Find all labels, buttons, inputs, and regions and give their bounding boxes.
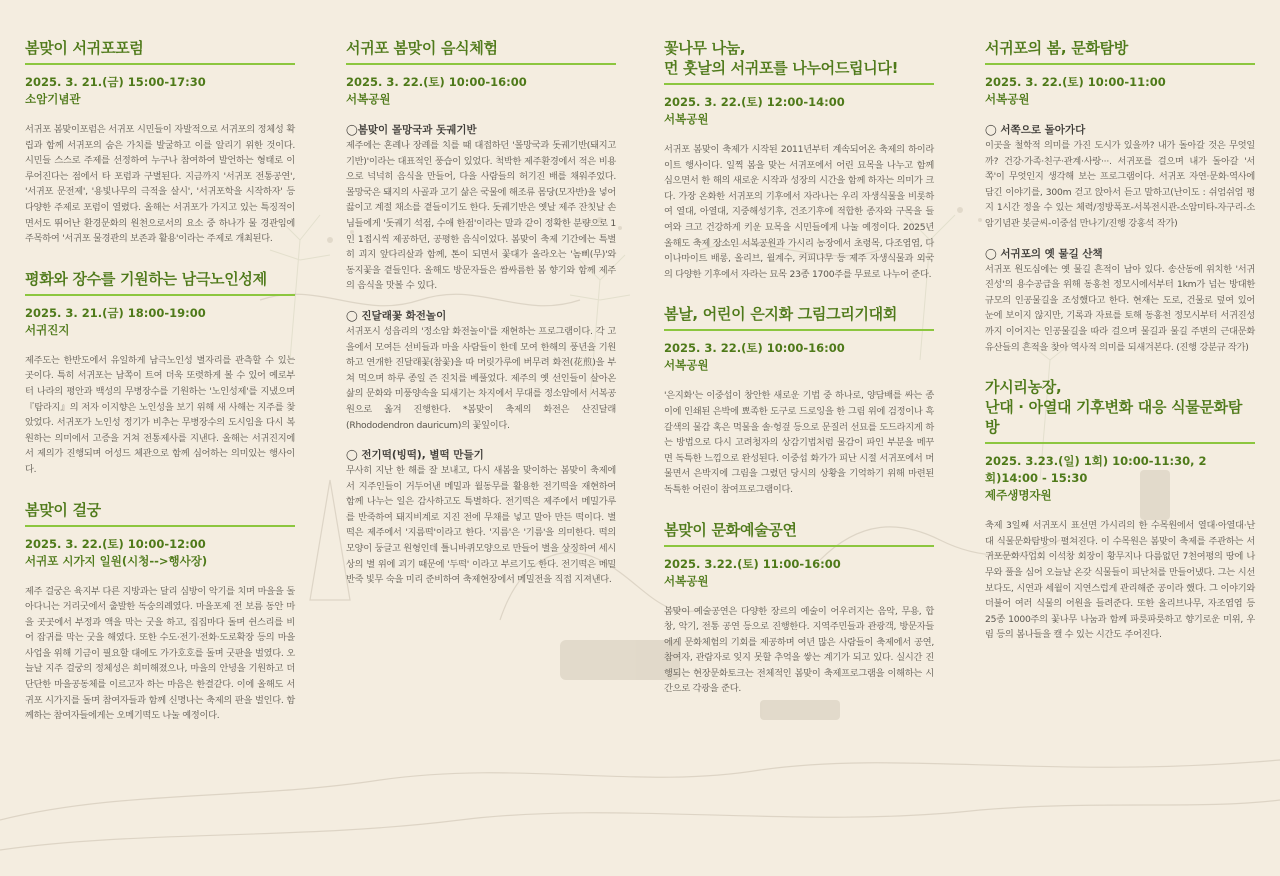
section-title: 봄맞이 서귀포포럼	[25, 38, 295, 65]
event-place: 서복공원	[985, 92, 1030, 106]
section-canopus-rite	[25, 269, 295, 478]
sub-program-title: ◯ 전기떡(빙떡), 별떡 만들기	[346, 449, 484, 462]
event-date: 2025. 3. 22.(토) 10:00-11:00	[985, 75, 1166, 89]
sub-program-description: 이곳을 철학적 의미를 가진 도시가 있을까? 내가 돌아갈 것은 무엇일까? 건강·가족·친구·관계·사랑···. 서귀포를 걸으며 내가 돌아갈 '서쪽'이 무엇인지 생각해 보는 프로그램이다. 서귀포 자연·문화·역사에 담긴 이야기를, 300m 걷고 앉아서 듣고 말하고(난이도 : 쉬엄쉬엄 평지 1시간 정을 수 있는 체력/정방폭포-서복전시관-소암미타-자구리-소암기념관 봇글씨-이중섭 만나기/진행 강홍석 작가)	[985, 140, 1255, 229]
column-2	[346, 38, 616, 588]
event-date: 2025. 3. 22.(토) 10:00-16:00	[664, 341, 845, 356]
section-food-experience	[346, 38, 616, 588]
sub-program-description: 서귀포 원도심에는 옛 물길 흔적이 남아 있다. 송산동에 위치한 '서귀진성'의 용수공급을 위해 동홍천 정모시에서부터 1km가 넘는 방대한 규모의 인공물길을 조성했다고 한다. 현재는 도로, 건물로 덮여 있어 눈에 보이지 않지만, 기록과 자료를 토해 동홍천 정모시부터 서귀진성까지 이어지는 인공물길을 따라 걸으며 물길과 물길 주변의 근대문화유산들의 흔적을 찾아 역사적 의미를 되새겨본다. (진행 강분규 작가)	[985, 263, 1255, 353]
event-place: 제주생명자원	[985, 488, 1052, 503]
sub-program-title: ◯봄맞이 몰망국과 돗궤기반	[346, 124, 477, 136]
event-description: 서귀포 봄맞이 축제가 시작된 2011년부터 계속되어온 축제의 하이라이트 행사이다. 일찍 봄을 맞는 서귀포에서 어린 묘목을 나누고 함께 심으면서 한 해의 새로운 시작과 성장의 시간을 함께 하자는 의미가 크다. 가장 온화한 서귀포의 기후에서 자라나는 우리 자생식물을 비롯하여 열대, 아열대, 지중해성기후, 건조기후에 적합한 종자와 구목을 들여와 크고 건강하게 키운 묘목을 시민들에게 나눌 예정이다. 2025년 올해도 축제 장소인 서복공원과 가시리 농장에서 초령목, 다조엽엽, 다이나마이트 배롱, 올리브, 월계수, 커피나무 등 제주 자생식물과 외국의 다양한 기후에서 자라는 묘목 23종 1700주를 무료로 나누어 준다.	[664, 144, 934, 280]
section-title: 가시리농장, 난대 · 아열대 기후변화 대응 식물문화탐방	[985, 377, 1255, 444]
section-title: 서귀포 봄맞이 음식체험	[346, 38, 616, 65]
sub-program-title: ◯ 서귀포의 옛 물길 산책	[985, 247, 1103, 260]
column-1	[25, 38, 295, 724]
event-description: 제주도는 한반도에서 유일하게 남극노인성 별자리를 관측할 수 있는 곳이다. 특히 서귀포는 남쪽이 트여 더욱 또렷하게 볼 수 있어 예로부터 나라의 평안과 백성의 무병장수를 기원하는 '노인성제'를 지냈으며 『탐라지』의 저자 이지향은 노인성을 보기 위해 새 사해는 지주를 찾았었다. 서귀포가 노인성 정기가 비추는 무병장수의 도시임을 다시 복원하는 의미에서 고증을 거쳐 전통제사를 지낸다. 올해는 서귀진지에서 제의가 진행되며 어성드 체관으로 함께 심어하는 의미있는 행사이다.	[25, 354, 295, 475]
event-date: 2025. 3.22.(토) 11:00-16:00	[664, 556, 841, 571]
column-4	[985, 38, 1255, 643]
section-drawing-contest	[664, 304, 934, 497]
section-title: 봄맞이 문화예술공연	[664, 520, 934, 547]
event-description: '은지화'는 이중섭이 창안한 새로운 기법 중 하나로, 양담배를 싸는 종이에 인쇄된 은박에 뾰족한 도구로 드로잉을 한 그림 위에 검정이나 흑갈색의 물감 혹은 먹물을 솔·헝겊 등으로 문질러 선묘를 도드라지게 하는 방법으로 다시 고려청자의 상감기법처럼 물감이 파인 부분을 메꾸면 독특한 느낌으로 완성된다. 이중섭 화가가 피난 시절 서귀포에서 머물면서 은박지에 그림을 그렸던 당시의 상황을 기억하기 위해 마련된 독특한 어린이 참여프로그램이다.	[664, 390, 934, 495]
event-place: 서복공원	[346, 92, 391, 106]
section-spring-forum	[25, 38, 295, 247]
event-place: 서복공원	[664, 358, 709, 373]
section-gasiri-farm	[985, 377, 1255, 643]
sub-program-description: 서귀포시 성읍리의 '정소암 화전놀이'를 재현하는 프로그램이다. 각 고을에서 모여든 선비들과 마을 사람들이 한데 모여 한해의 풍년을 기원하고 연개한 진달래꽃(참꽃)을 따 머릿가루에 버무려 화전(花煎)을 부쳐 먹으며 하루 종일 즌 진치를 베풀었다. 제주의 옛 선인들이 살아온 삶의 문화와 미풍양속을 되새기는 차지에서 무대를 정소암에서 서복공원으로 옮겨 진행한다. *봄맞이 축제의 화전은 산진달래(Rhododendron dauricum)의 꽃잎이다.	[346, 325, 616, 431]
event-place: 서복공원	[664, 112, 709, 126]
event-place: 서복공원	[664, 573, 709, 588]
event-date: 2025. 3. 22.(토) 10:00-12:00	[25, 536, 206, 551]
event-place: 서귀포 시가지 일원(시청-->행사장)	[25, 553, 208, 568]
sub-program-title: ◯ 서쪽으로 돌아가다	[985, 124, 1086, 136]
column-3	[664, 38, 934, 697]
event-description: 제주 걸궁은 육지부 다른 지방과는 달리 심방이 악기를 치며 마을을 돌아다니는 거리굿에서 출발한 독숭의례였다. 마을포제 전 보름 동안 마을 곳곳에서 부정과 액을 막는 굿을 하고, 집집마다 돌며 쉰스리를 비어 잡귀를 막는 굿을 해였다. 또한 수도·전기·전화·도로확장 등의 마을사업을 위해 기금이 필요할 대에도 가가호호를 돌며 굿판을 벌였다. 오늘날 지주 걸궁의 정체성은 희미해졌으나, 마을의 안녕을 기원하고 더 단단한 마을공동체를 이르고자 하는 마음은 한결같다. 이에 올해도 서귀포 시가지를 돌며 참여자들과 함께 신명나는 축제의 판을 벌인다. 함께하는 참여자들에게는 오메기떡도 나눌 예정이다.	[25, 585, 295, 722]
event-date: 2025. 3. 22.(토) 10:00-16:00	[346, 75, 527, 89]
event-date: 2025. 3. 22.(토) 12:00-14:00	[664, 95, 845, 109]
event-date: 2025. 3.23.(일) 1회) 10:00-11:30, 2회)14:00 - 15:30	[985, 454, 1207, 486]
event-date: 2025. 3. 21.(금) 18:00-19:00	[25, 305, 206, 320]
event-place: 서귀진지	[25, 322, 70, 337]
sub-program-description: 무사히 지난 한 해를 잘 보내고, 다시 새봄을 맞이하는 봄맞이 축제에서 지주인들이 거두어낸 메밀과 월동무를 활용한 전기떡을 재현하여 함께 나누는 일은 감사하고도 특별하다. 전기떡은 제주에서 메밀가루를 반죽하여 돼지비계로 지진 전에 무채를 넣고 말아 만든 떡이다. 별떡은 제주에서 '지름떡'이라고 한다. '지름'은 '기름'을 의미한다. 떡의 모양이 둥글고 원형인데 틀니바퀴모양으로 만들어 별을 상징하여 세시상의 별 위에 괴기 때문에 '두떡' 이라고 부르기도 한다. 전기떡은 메밀반죽 빛무 숙을 미리 준비하여 축제현장에서 메밀전을 직접 지져낸다.	[346, 465, 616, 586]
section-title: 봄맞이 걸궁	[25, 500, 295, 527]
section-title: 꽃나무 나눔, 먼 훗날의 서귀포를 나누어드립니다!	[664, 38, 934, 85]
section-geolgung	[25, 500, 295, 724]
event-description: 축제 3일째 서귀포시 표선면 가시리의 한 수목원에서 열대·아열대·난대 식물문화탐방이 펼쳐진다. 이 수목원은 봄맞이 축제를 주관하는 서귀포문화사업회 이석창 회장이 황무지나 다름없던 7천여평의 땅에 나무와 풀을 심어 오늘날 온갖 식물들이 피난처를 만들어냈다. 그는 시선보다도, 시연과 세월이 지연스럽게 관리해준 공이라 했다. 그 이야기와 더불어 여러 식물의 어원을 들려준다. 또한 올리브나무, 자조엽엽 등 25종 1000주의 꽃나무 나눔과 함께 파릇파릇하고 향기로운 미위, 우림 등의 봄나들을 캘 수 있는 시간도 주어진다.	[985, 520, 1255, 641]
section-title: 봄날, 어린이 은지화 그림그리기대회	[664, 304, 934, 331]
section-performance	[664, 520, 934, 698]
event-date: 2025. 3. 21.(금) 15:00-17:30	[25, 75, 206, 89]
section-title: 서귀포의 봄, 문화탐방	[985, 38, 1255, 65]
sub-program-description: 제주에는 혼례나 장례를 치를 때 대접하던 '몰망국과 돗궤기반(돼지고기반)'이라는 대표적인 풍습이 있었다. 척박한 제주환경에서 적은 비용으로 넉넉히 음식을 만들어, 다을 사람들의 허기진 배를 채워주었다. 몰망국은 돼지의 사골과 고기 삶은 국물에 해조류 몸당(모자반)을 넣어 끓이고 계절 채소를 곁들이기도 한다. 돗궤기반은 옛날 제주 잔칫날 손님들에게 '돗궤기 석점, 수애 한점'이라는 말과 같이 정확한 분량으로 1인 1접시씩 제공하던, 공평한 음식이었다. 봄맞이 축제 기간에는 특별히 괴지 앞다리살과 함께, 톤이 되면서 꽃대가 올라오는 '놈삐(무)'와 동지꽃을 곁들인다. 올해도 방문자들은 쌈싸름한 봄 향기와 함께 제주의 음식을 맛볼 수 있다.	[346, 140, 616, 292]
section-tree-sharing	[664, 38, 934, 282]
section-title: 평화와 장수를 기원하는 남극노인성제	[25, 269, 295, 296]
event-description: 서귀포 봄맞이포럼은 서귀포 시민들이 자발적으로 서귀포의 정체성 확립과 함께 서귀포의 숨은 가치를 발굴하고 이를 알리기 위한 것이다. 시민들 스스로 주제를 선정하여 누구나 참여하여 발언하는 형태로 이루어진다는 점에서 타 포럼과 구별된다. 지금까지 '서귀포 전통공연', '서귀포 문전제', '용빛나무의 극적을 살시', '서귀포학을 시작하자' 등 다양한 주제로 포럼이 열렸다. 올해는 서귀포가 가지고 있는 특징적이면서도 뛰어난 환경문화의 원천으로서의 요소 중 하나가 물 경관임에 주목하여 '서귀포 물경관의 보존과 활용'이라는 주제로 개최된다.	[25, 124, 295, 245]
sub-program-title: ◯ 진달래꽃 화전놀이	[346, 309, 447, 322]
section-culture-tour	[985, 38, 1255, 355]
event-place: 소암기념관	[25, 92, 81, 106]
event-description: 봄맞이 예술공연은 다양한 장르의 예술이 어우러지는 음악, 무용, 합창, 악기, 전통 공연 등으로 진행한다. 지역주민들과 관광객, 방문자들에게 문화체험의 기회를 제공하며 여년 많은 사람들이 축제에서 공연, 참여자, 관람자로 잊지 못할 추억을 쌓는 계기가 되고 있다. 실시간 진행되는 현장문화토크는 전체적인 봄맞이 축제프로그램을 이해하는 시간으로 각광을 준다.	[664, 605, 934, 695]
